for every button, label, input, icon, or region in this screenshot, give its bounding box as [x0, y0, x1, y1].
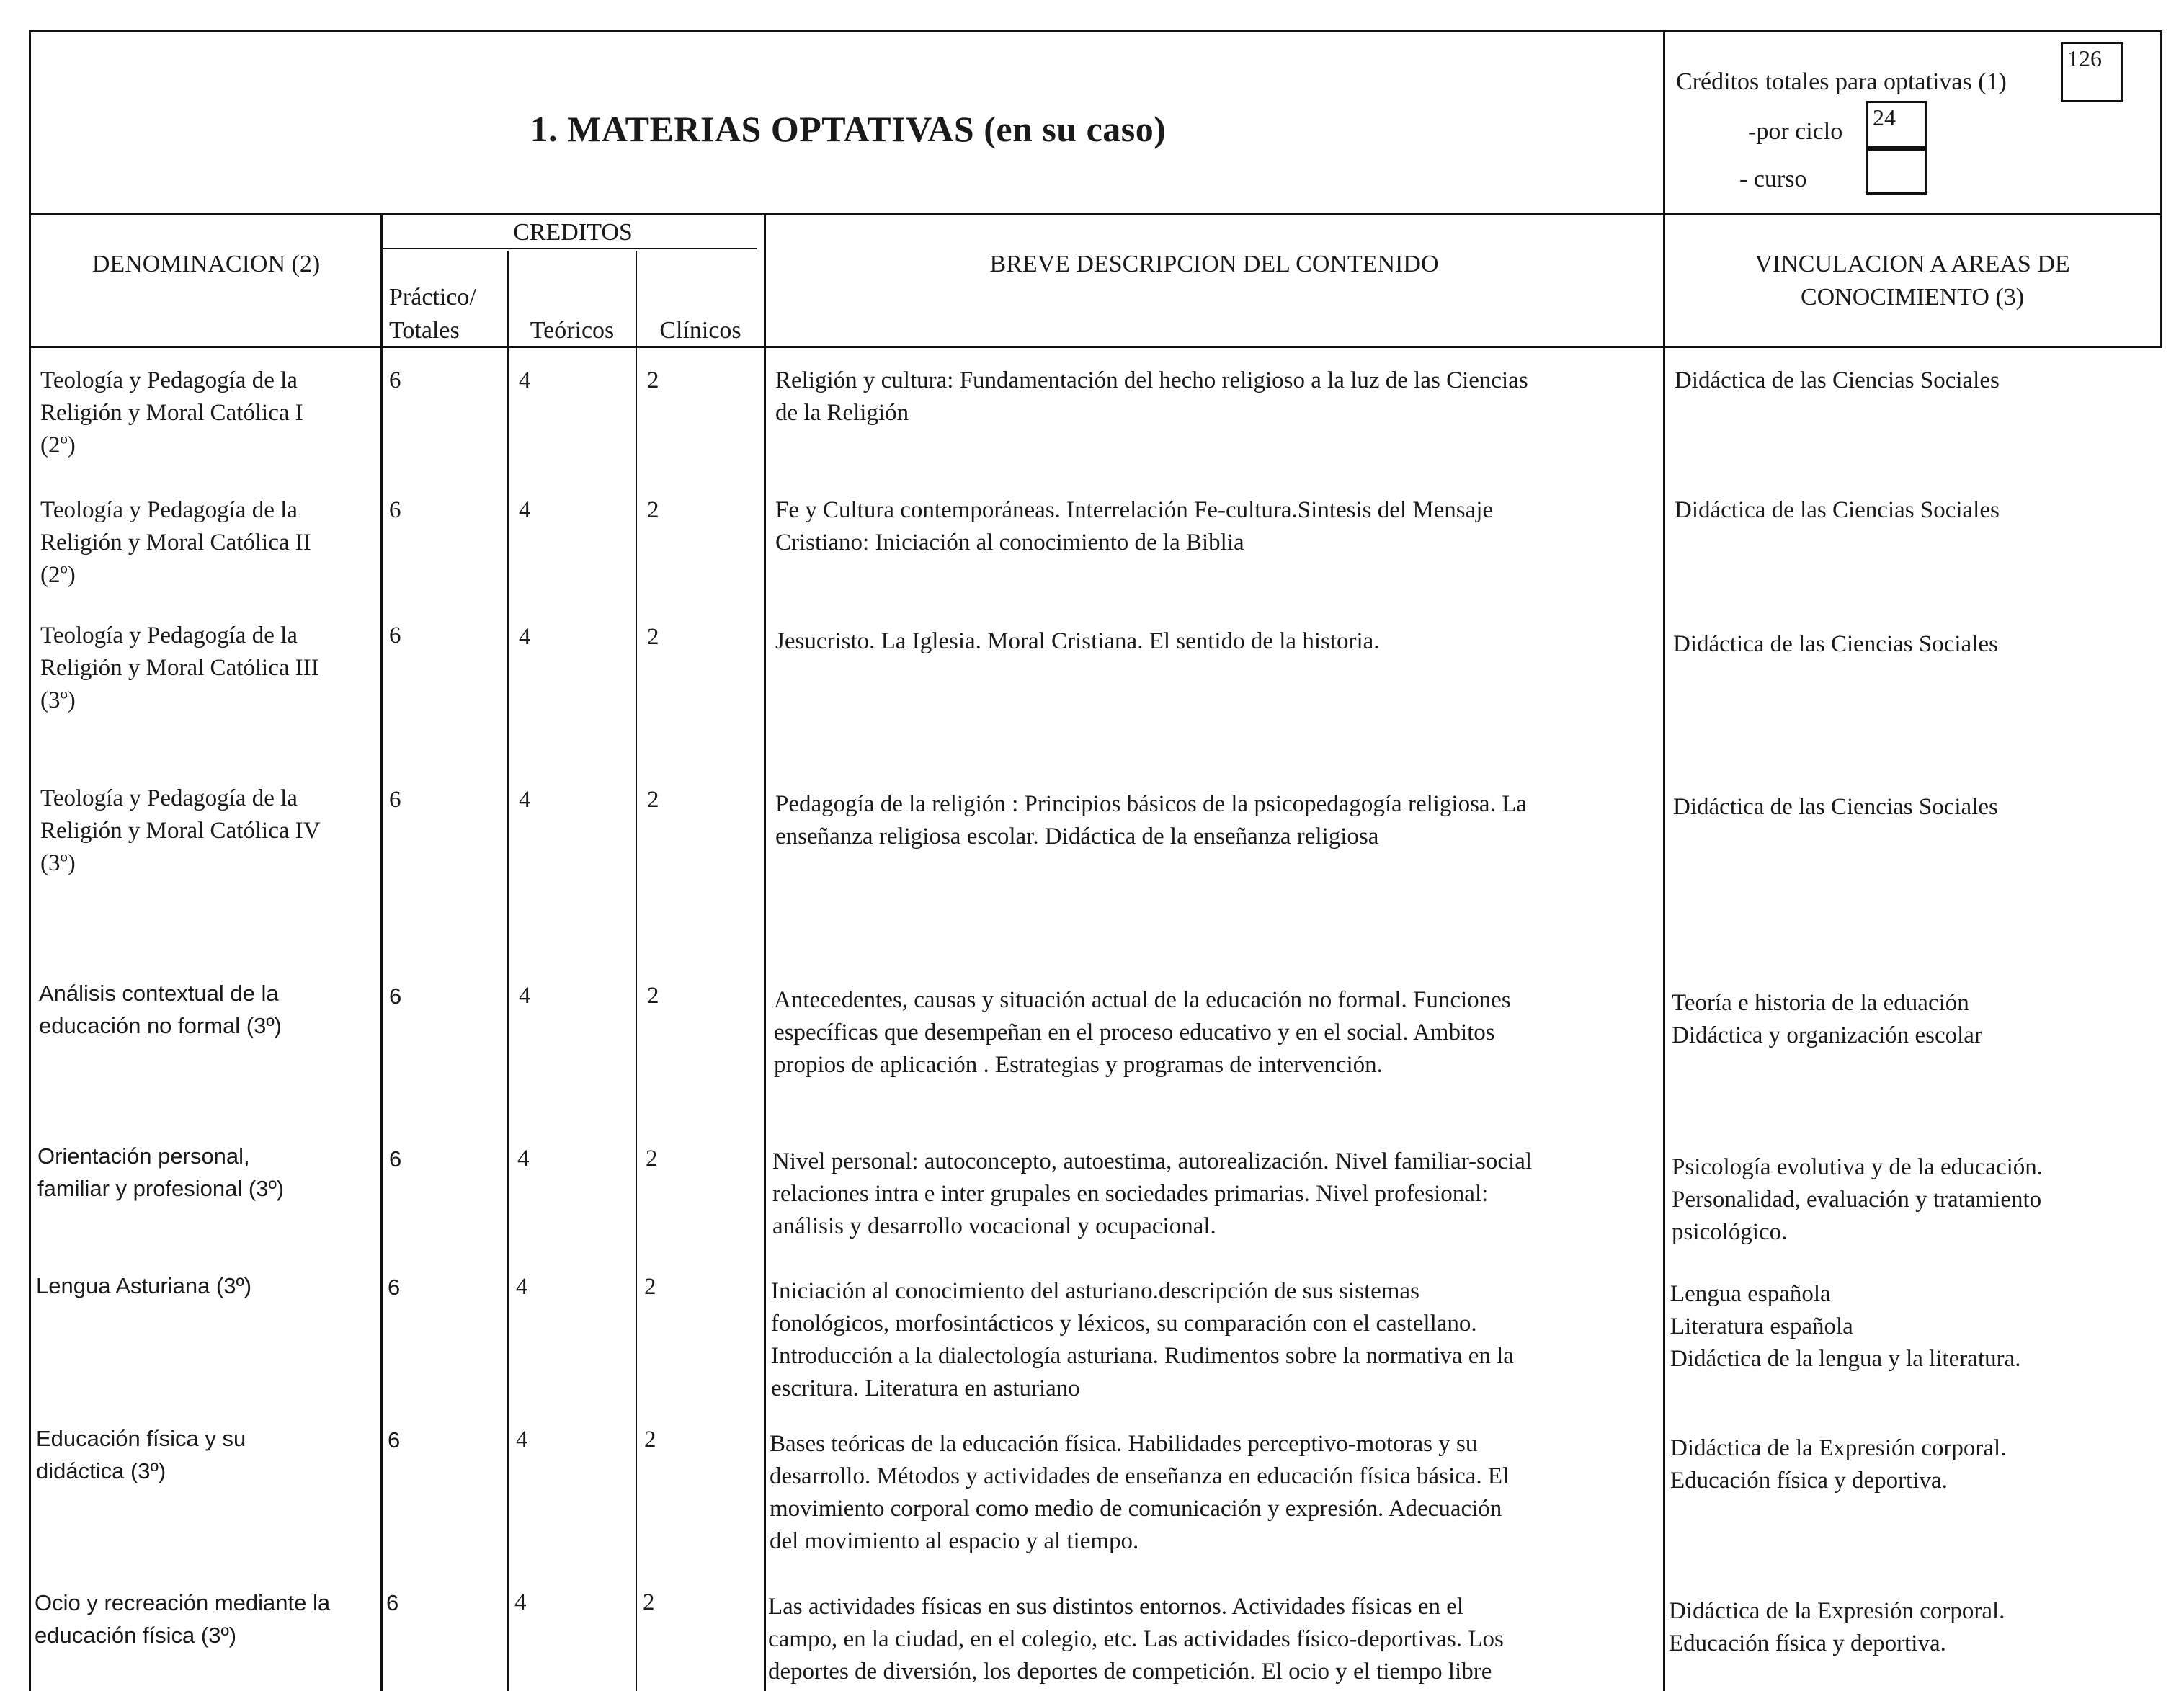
row-4-denominacion: Teología y Pedagogía de la Religión y Moral Católica IV (3º) — [40, 785, 321, 876]
row-4-areas: Didáctica de las Ciencias Sociales — [1673, 794, 1998, 820]
row-8-denominacion: Educación física y su didáctica (3º) — [36, 1426, 246, 1483]
column-header-practico-totales: Práctico/ Totales — [389, 284, 476, 344]
row-3-areas: Didáctica de las Ciencias Sociales — [1673, 631, 1998, 657]
divider-descripcion — [764, 213, 766, 1691]
row-5-practicos: 2 — [647, 983, 659, 1009]
row-6-denominacion: Orientación personal, familiar y profesional (3º) — [37, 1143, 285, 1201]
row-6-practicos: 2 — [646, 1146, 658, 1172]
row-2-descripcion: Fe y Cultura contemporáneas. Interrelación Fe-cultura.Sintesis del Mensaje Cristiano: Iniciación al conocimiento de la Biblia — [775, 497, 1494, 556]
column-header-creditos: CREDITOS — [513, 219, 633, 246]
table-left-border — [29, 30, 31, 1691]
row-9-practicos: 2 — [643, 1589, 655, 1615]
row-8-practicos: 2 — [644, 1427, 656, 1453]
creditos-totales-box — [2061, 42, 2123, 102]
row-5-denominacion: Análisis contextual de la educación no formal (3º) — [39, 981, 282, 1038]
row-7-totales: 6 — [388, 1275, 401, 1300]
row-6-descripcion: Nivel personal: autoconcepto, autoestima, autorealización. Nivel familiar-social relaciones intra e inter grupales en sociedades primarias. Nivel profesional: análisis y desarrollo vocacional y ocupacional. — [772, 1148, 1533, 1239]
row-8-areas: Didáctica de la Expresión corporal. Educación física y deportiva. — [1670, 1435, 2007, 1494]
row-1-descripcion: Religión y cultura: Fundamentación del hecho religioso a la luz de las Ciencias de la Religión — [775, 367, 1528, 426]
row-5-teoricos: 4 — [519, 983, 531, 1009]
row-2-areas: Didáctica de las Ciencias Sociales — [1675, 497, 2000, 523]
row-6-teoricos: 4 — [517, 1146, 530, 1172]
row-9-areas: Didáctica de la Expresión corporal. Educación física y deportiva. — [1669, 1598, 2005, 1656]
creditos-totales-label: Créditos totales para optativas (1) — [1676, 68, 2007, 95]
row-1-totales: 6 — [389, 367, 401, 393]
row-3-practicos: 2 — [647, 624, 659, 650]
divider-teoricos — [636, 251, 637, 1691]
por-ciclo-label: -por ciclo — [1748, 118, 1843, 145]
row-4-practicos: 2 — [647, 787, 659, 813]
row-8-descripcion: Bases teóricas de la educación física. Habilidades perceptivo-motoras y su desarrollo. Métodos y actividades de enseñanza en educación física básica. El movimiento corporal como medio de comunicación y expresión. Adecuación del movimiento al espacio y al tiempo. — [770, 1431, 1510, 1554]
row-1-denominacion: Teología y Pedagogía de la Religión y Moral Católica I (2º) — [40, 367, 303, 458]
divider-totales — [507, 251, 509, 1691]
row-3-totales: 6 — [389, 623, 401, 648]
table-top-border — [29, 30, 2162, 32]
row-9-descripcion: Las actividades físicas en sus distintos entornos. Actividades físicas en el campo, en la ciudad, en el colegio, etc. Las actividades físico-deportivas. Los deportes de diversión, los deportes de competición. El ocio y el tiempo libre — [768, 1594, 1504, 1685]
row-7-areas: Lengua española Literatura española Didáctica de la lengua y la literatura. — [1670, 1281, 2021, 1372]
column-header-clinicos: Clínicos — [659, 317, 741, 344]
row-5-descripcion: Antecedentes, causas y situación actual de la educación no formal. Funciones específicas que desempeñan en el proceso educativo y en el social. Ambitos propios de aplicación . Estrategias y programas de intervención. — [774, 987, 1511, 1078]
row-2-totales: 6 — [389, 497, 401, 523]
row-1-areas: Didáctica de las Ciencias Sociales — [1675, 367, 2000, 393]
row-7-denominacion: Lengua Asturiana (3º) — [36, 1273, 252, 1298]
row-7-descripcion: Iniciación al conocimiento del asturiano.descripción de sus sistemas fonológicos, morfosintácticos y léxicos, su comparación con el castellano. Introducción a la dialectología asturiana. Rudimentos sobre la normativa en la escritura. Literatura en asturiano — [771, 1278, 1514, 1401]
row-8-teoricos: 4 — [516, 1427, 528, 1453]
column-header-teoricos: Teóricos — [530, 317, 615, 344]
por-ciclo-box — [1866, 101, 1927, 148]
column-header-vinculacion: VINCULACION A AREAS DE CONOCIMIENTO (3) — [1755, 251, 2070, 311]
row-3-teoricos: 4 — [519, 624, 531, 650]
row-8-totales: 6 — [388, 1427, 401, 1453]
divider-denominacion — [380, 213, 383, 1691]
row-4-descripcion: Pedagogía de la religión : Principios básicos de la psicopedagogía religiosa. La enseñanza religiosa escolar. Didáctica de la enseñanza religiosa — [775, 791, 1527, 849]
column-header-bottom-border — [29, 346, 2162, 348]
page-title: 1. MATERIAS OPTATIVAS (en su caso) — [530, 109, 1167, 149]
row-5-areas: Teoría e historia de la eduación Didáctica y organización escolar — [1672, 990, 1982, 1048]
row-6-totales: 6 — [389, 1146, 402, 1172]
row-9-teoricos: 4 — [514, 1589, 527, 1615]
creditos-totales-value: 126 — [2067, 45, 2102, 71]
row-6-areas: Psicología evolutiva y de la educación. Personalidad, evaluación y tratamiento psicológico. — [1672, 1154, 2043, 1245]
row-4-teoricos: 4 — [519, 787, 531, 813]
row-2-teoricos: 4 — [519, 497, 531, 523]
row-7-practicos: 2 — [644, 1274, 656, 1300]
curso-box — [1866, 148, 1927, 195]
row-3-denominacion: Teología y Pedagogía de la Religión y Moral Católica III (3º) — [40, 623, 319, 713]
header-bottom-border — [29, 213, 2162, 215]
row-4-totales: 6 — [389, 787, 401, 813]
row-3-descripcion: Jesucristo. La Iglesia. Moral Cristiana. El sentido de la historia. — [775, 628, 1380, 654]
row-2-practicos: 2 — [647, 497, 659, 523]
curso-label: - curso — [1739, 166, 1807, 192]
row-2-denominacion: Teología y Pedagogía de la Religión y Moral Católica II (2º) — [40, 497, 311, 588]
row-7-teoricos: 4 — [516, 1274, 528, 1300]
table-right-border — [2160, 30, 2162, 347]
row-9-denominacion: Ocio y recreación mediante la educación física (3º) — [35, 1590, 331, 1648]
column-header-denominacion: DENOMINACION (2) — [92, 251, 321, 277]
row-1-practicos: 2 — [647, 367, 659, 393]
column-header-descripcion: BREVE DESCRIPCION DEL CONTENIDO — [989, 251, 1439, 277]
row-1-teoricos: 4 — [519, 367, 531, 393]
row-5-totales: 6 — [389, 983, 402, 1009]
row-9-totales: 6 — [386, 1590, 399, 1615]
por-ciclo-value: 24 — [1873, 104, 1896, 130]
